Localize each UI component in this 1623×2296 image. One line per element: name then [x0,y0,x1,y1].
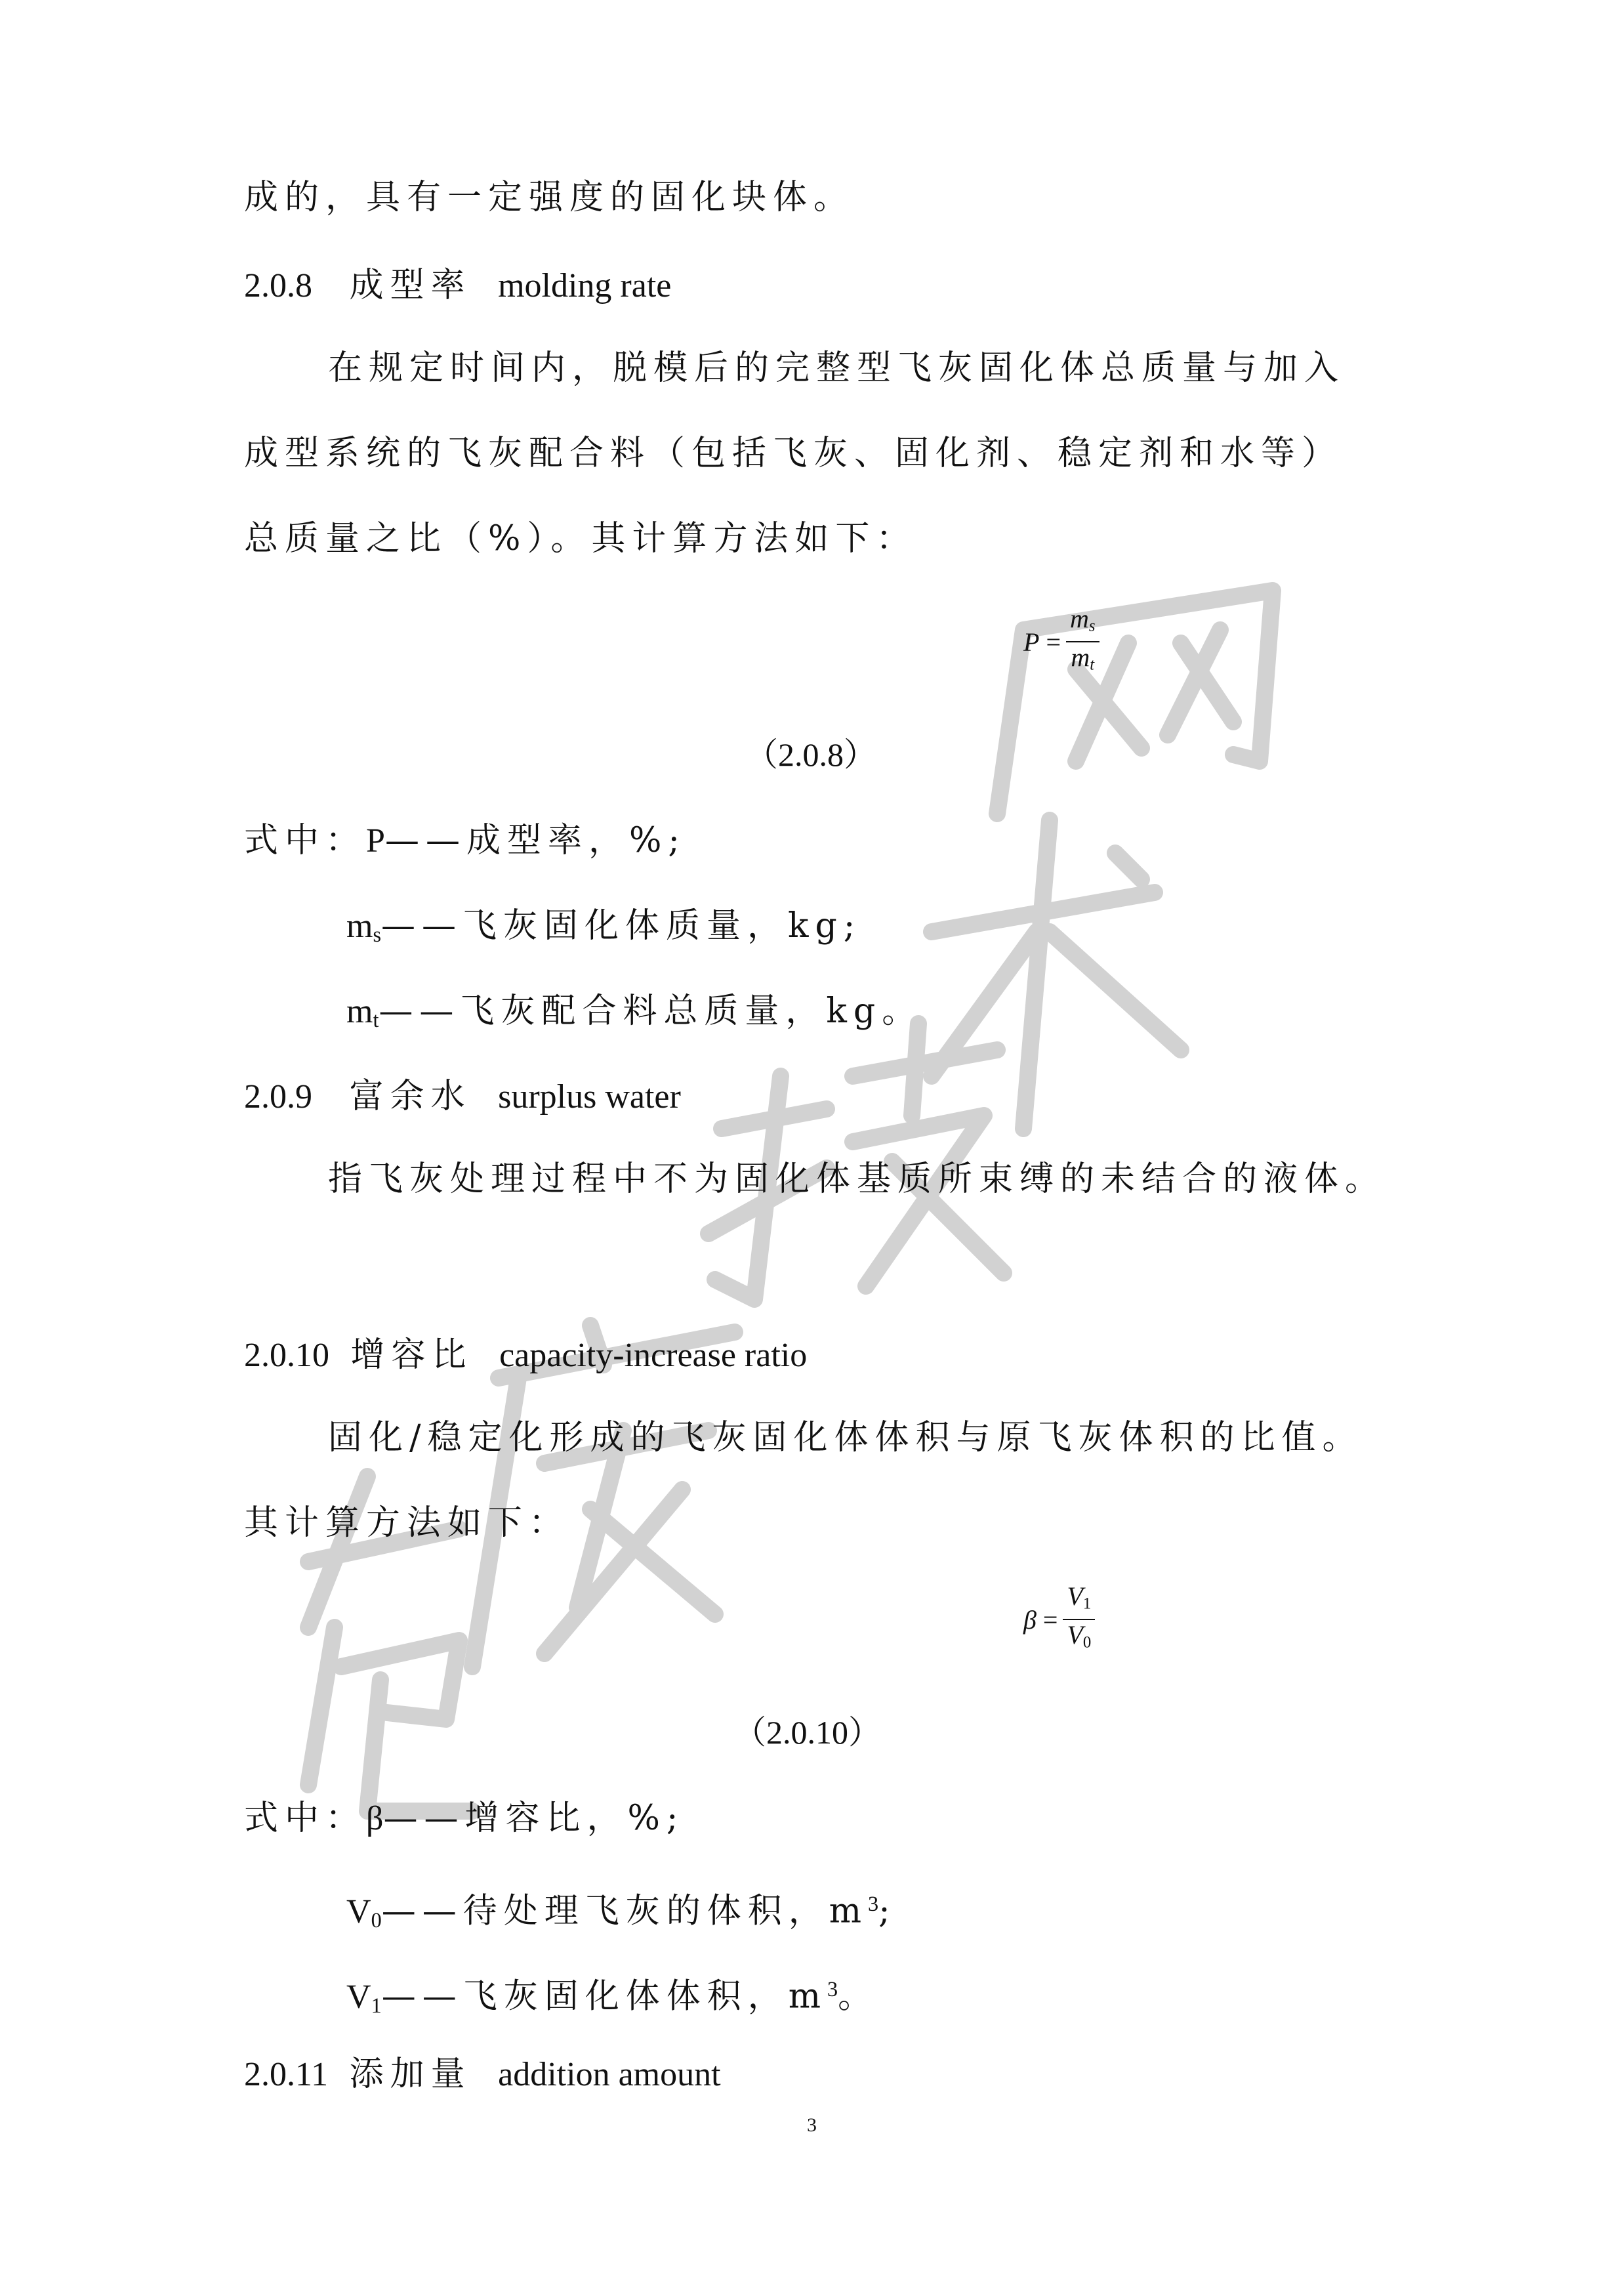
formula-capacity-ratio [1023,1581,1095,1658]
paragraph-line: 其计算方法如下： [244,1503,570,1543]
definition-line: $m_t——$飞灰配合料总质量，kg。 [346,991,923,1032]
term-en: surplus water [498,1078,681,1116]
section-number: 2.0.8 [244,267,312,304]
term-en: addition amount [498,2056,721,2093]
section-number: 2.0.11 [244,2056,329,2093]
section-number: 2.0.9 [244,1078,312,1116]
section-number: 2.0.10 [244,1337,329,1374]
formula-numerator: $V_1$ [1063,1581,1095,1620]
section-heading-2-0-8 [244,262,671,309]
where-label: 式中： [244,1799,367,1838]
section-heading-2-0-9 [244,1074,681,1120]
term-cn: 增容比 [350,1335,473,1375]
formula-equals: = [1046,627,1061,657]
equation-number: （2.0.8） [745,736,876,773]
definition-line: $m_s——$飞灰固化体质量，kg; [346,906,862,947]
definition-line: $V_0——$待处理飞灰的体积，$m^3$; [346,1891,897,1932]
page-number: 3 [807,2114,817,2136]
intro-line: 成的，具有一定强度的固化块体。 [244,178,855,217]
term-cn: 成型率 [349,266,472,305]
formula-numerator: $m_s$ [1066,604,1099,642]
section-heading-2-0-11 [244,2051,721,2098]
equation-number: （2.0.10） [733,1714,881,1751]
formula-molding-rate [1023,604,1099,680]
where-label: 式中： [244,821,367,860]
paragraph-line: 在规定时间内，脱模后的完整型飞灰固化体总质量与加入 [328,348,1346,388]
definition-line: 式中：P——成型率，%; [244,821,686,860]
formula-fraction [1063,1581,1095,1658]
section-heading-2-0-10 [244,1332,807,1379]
formula-denominator: $V_0$ [1067,1620,1092,1652]
paragraph-line: 总质量之比（%）。其计算方法如下： [244,519,917,558]
paragraph-line: 指飞灰处理过程中不为固化体基质所束缚的未结合的液体。 [328,1159,1386,1199]
formula-denominator: $m_t$ [1071,642,1095,674]
term-en: molding rate [498,267,672,304]
formula-fraction [1066,604,1099,680]
definition-line: $V_1——$飞灰固化体体积，$m^3$。 [346,1976,879,2017]
paragraph-line: 固化/稳定化形成的飞灰固化体体积与原飞灰体积的比值。 [328,1418,1363,1457]
definition-line: 式中：β——增容比，%; [244,1799,685,1838]
formula-equals: = [1042,1604,1058,1635]
term-cn: 富余水 [349,1077,472,1116]
term-en: capacity-increase ratio [499,1337,808,1374]
paragraph-line: 成型系统的飞灰配合料（包括飞灰、固化剂、稳定剂和水等） [244,434,1343,473]
formula-lhs: P [1023,627,1040,657]
formula-lhs: β [1023,1604,1037,1635]
term-cn: 添加量 [349,2055,472,2094]
